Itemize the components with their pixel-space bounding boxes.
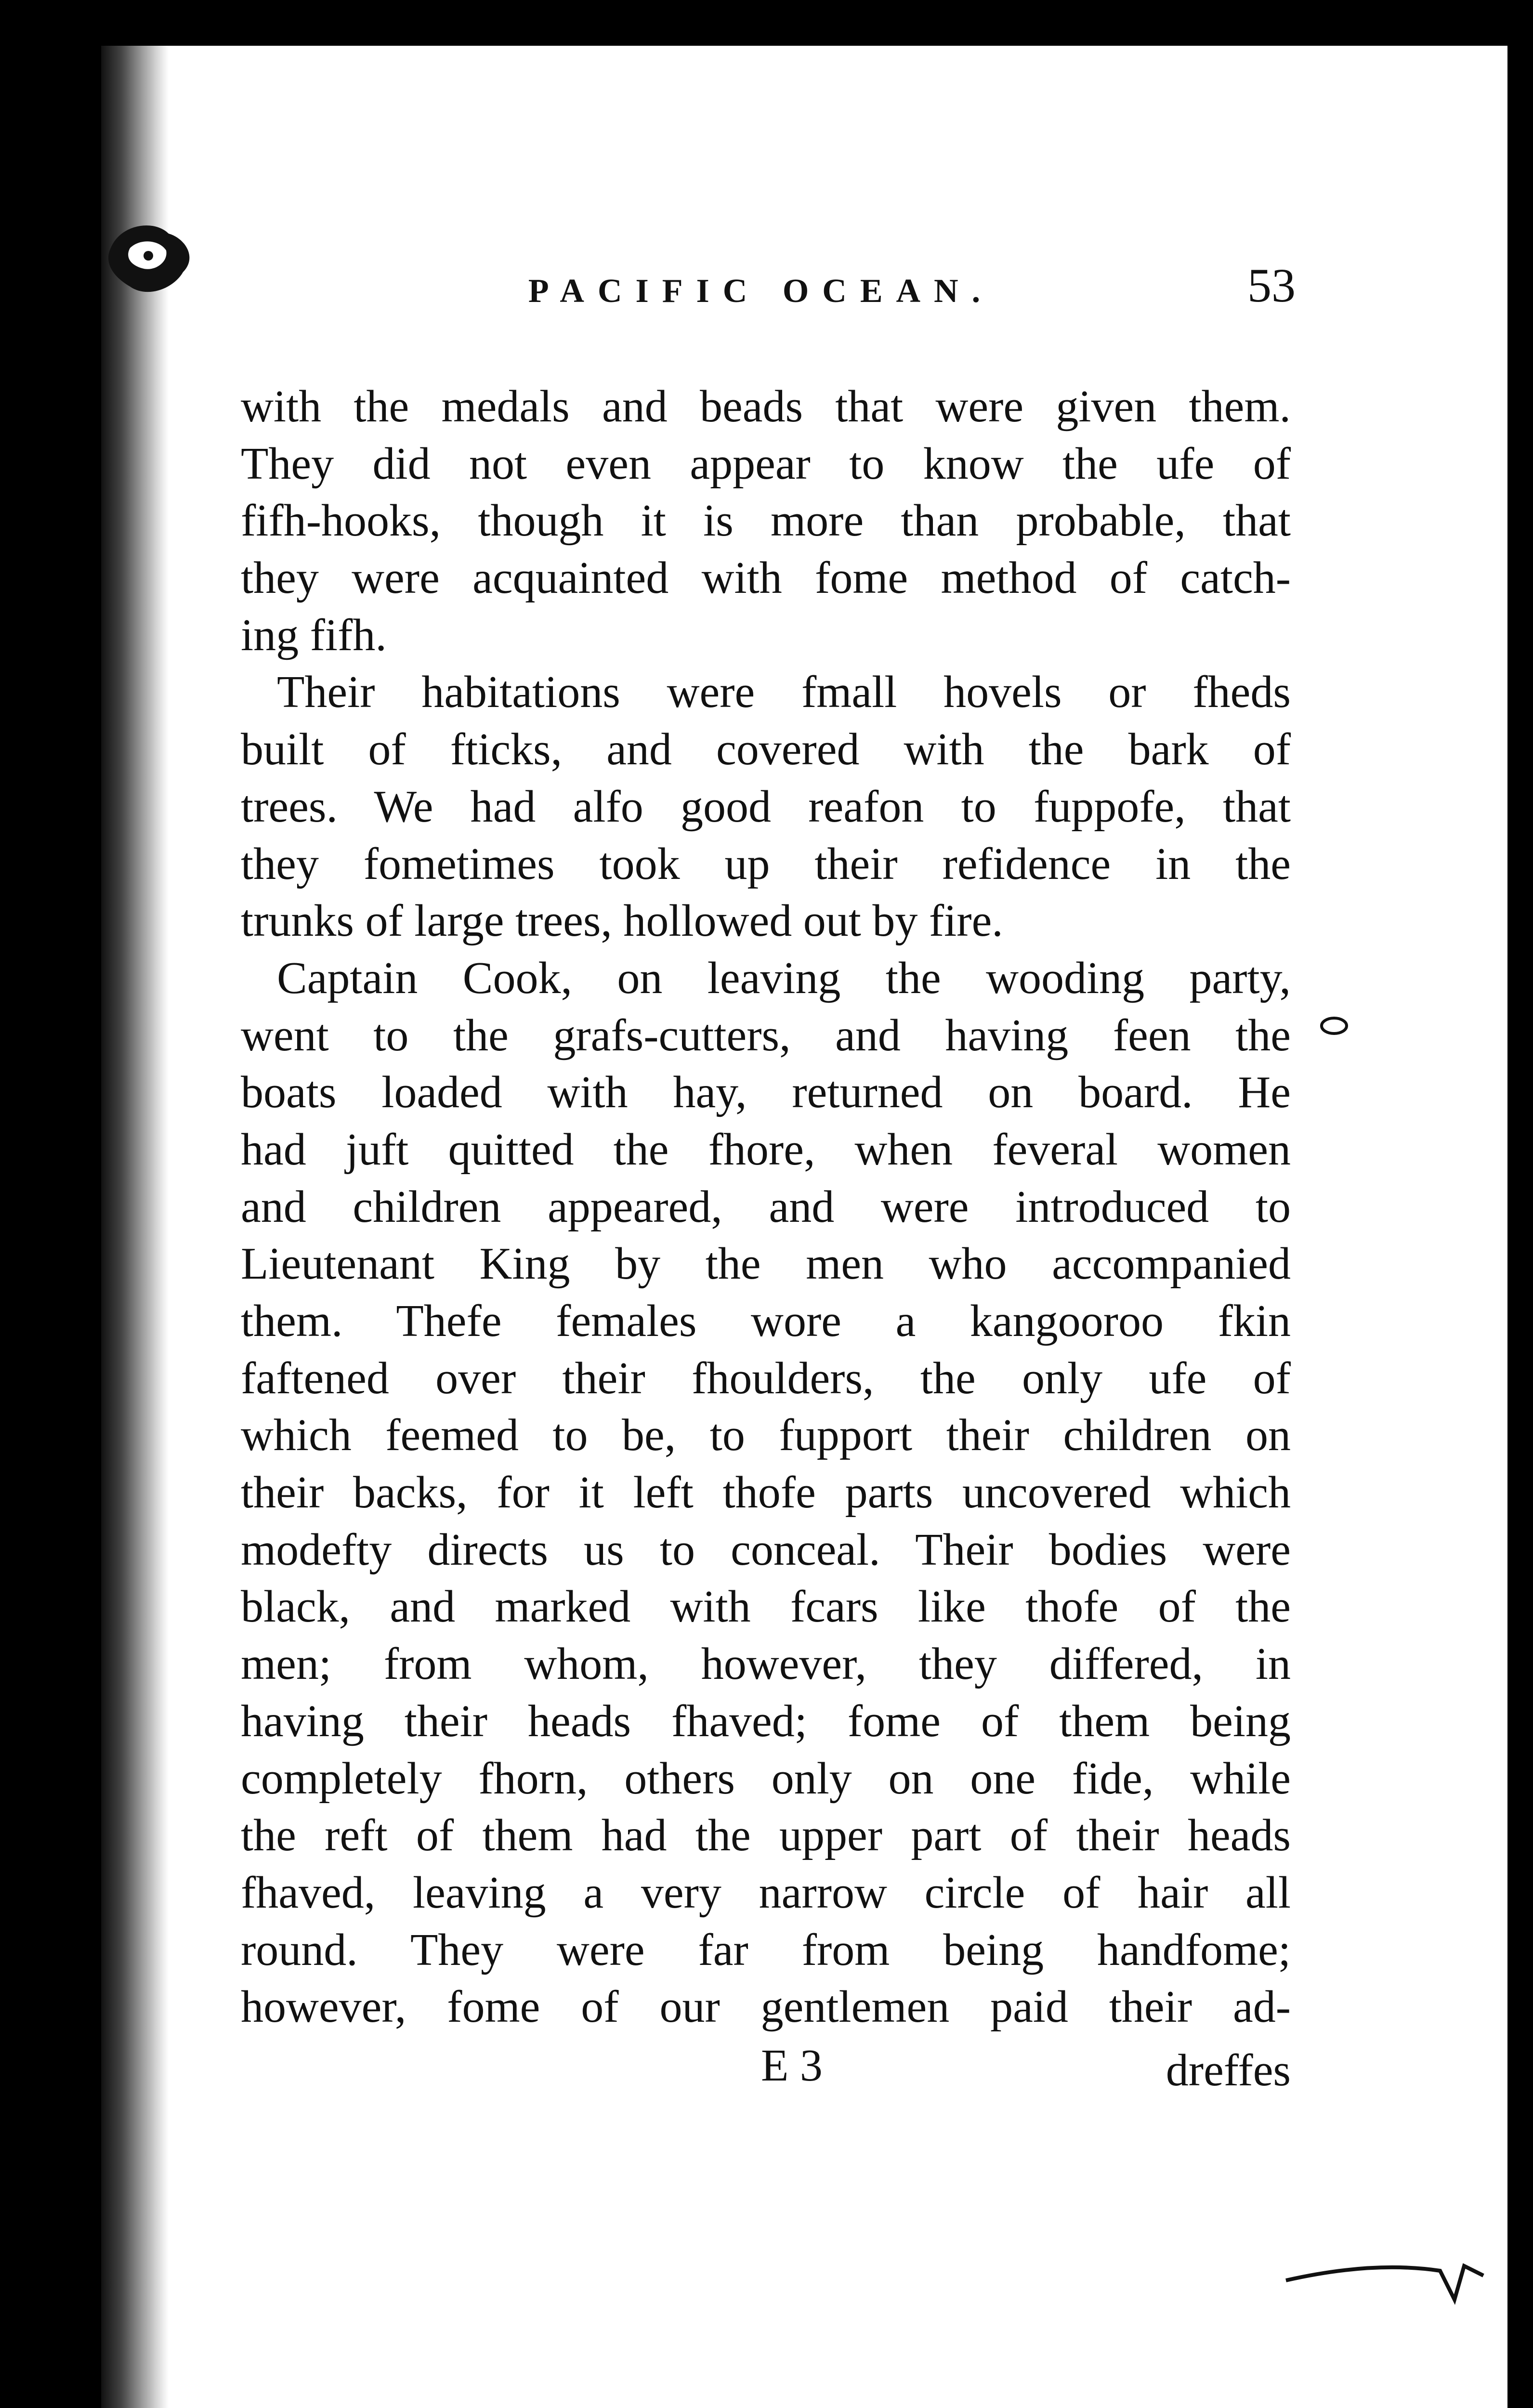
text-line: however, fome of our gentlemen paid their ad-	[241, 1982, 1291, 2032]
text-line: They did not even appear to know the ufe of	[241, 438, 1291, 489]
page-footer	[241, 2040, 1291, 2097]
text-line: had juft quitted the fhore, when feveral women	[241, 1124, 1291, 1175]
text-line: Lieutenant King by the men who accompanied	[241, 1239, 1291, 1289]
text-line: Their habitations were fmall hovels or fheds	[277, 667, 1291, 718]
text-line: trees. We had alfo good reafon to fuppofe, that	[241, 781, 1291, 832]
pen-stroke-mark	[1281, 2223, 1488, 2309]
page-number: 53	[1247, 259, 1296, 312]
signature-mark: E 3	[761, 2041, 823, 2091]
text-line: ing fifh.	[241, 610, 387, 660]
text-line: boats loaded with hay, returned on board. He	[241, 1067, 1291, 1118]
catchword: dreffes	[1166, 2045, 1291, 2095]
text-line: their backs, for it left thofe parts uncovered which	[241, 1467, 1291, 1518]
text-line: modefty directs us to conceal. Their bodies were	[241, 1524, 1291, 1575]
ink-blot	[101, 209, 207, 315]
book-page	[101, 46, 1507, 2408]
text-line: fhaved, leaving a very narrow circle of hair all	[241, 1867, 1291, 1918]
text-line: which feemed to be, to fupport their children on	[241, 1410, 1291, 1461]
running-head	[226, 258, 1296, 320]
body-text	[241, 378, 1291, 2036]
text-line: the reft of them had the upper part of their heads	[241, 1810, 1291, 1861]
text-line: them. Thefe females wore a kangooroo fkin	[241, 1296, 1291, 1346]
text-line: went to the grafs-cutters, and having feen the	[241, 1010, 1291, 1060]
text-line: fifh-hooks, though it is more than probable, that	[241, 496, 1291, 546]
text-line: they fometimes took up their refidence in the	[241, 838, 1291, 889]
text-line: Captain Cook, on leaving the wooding party,	[277, 953, 1291, 1003]
text-line: round. They were far from being handfome;	[241, 1924, 1291, 1975]
text-line: and children appeared, and were introduced to	[241, 1181, 1291, 1232]
text-line: black, and marked with fcars like thofe of the	[241, 1582, 1291, 1632]
text-line: trunks of large trees, hollowed out by fire.	[241, 896, 1003, 946]
text-line: built of fticks, and covered with the bark of	[241, 724, 1291, 775]
page-gutter-shadow	[101, 46, 169, 2408]
text-line: faftened over their fhoulders, the only ufe of	[241, 1353, 1291, 1403]
text-line: having their heads fhaved; fome of them being	[241, 1696, 1291, 1746]
text-line: completely fhorn, others only on one fide, while	[241, 1753, 1291, 1804]
text-line: with the medals and beads that were given them.	[241, 381, 1291, 432]
running-title: PACIFIC OCEAN.	[528, 273, 994, 310]
text-line: they were acquainted with fome method of catch-	[241, 553, 1291, 603]
paper-speck	[1315, 1011, 1353, 1040]
text-line: men; from whom, however, they differed, in	[241, 1639, 1291, 1689]
